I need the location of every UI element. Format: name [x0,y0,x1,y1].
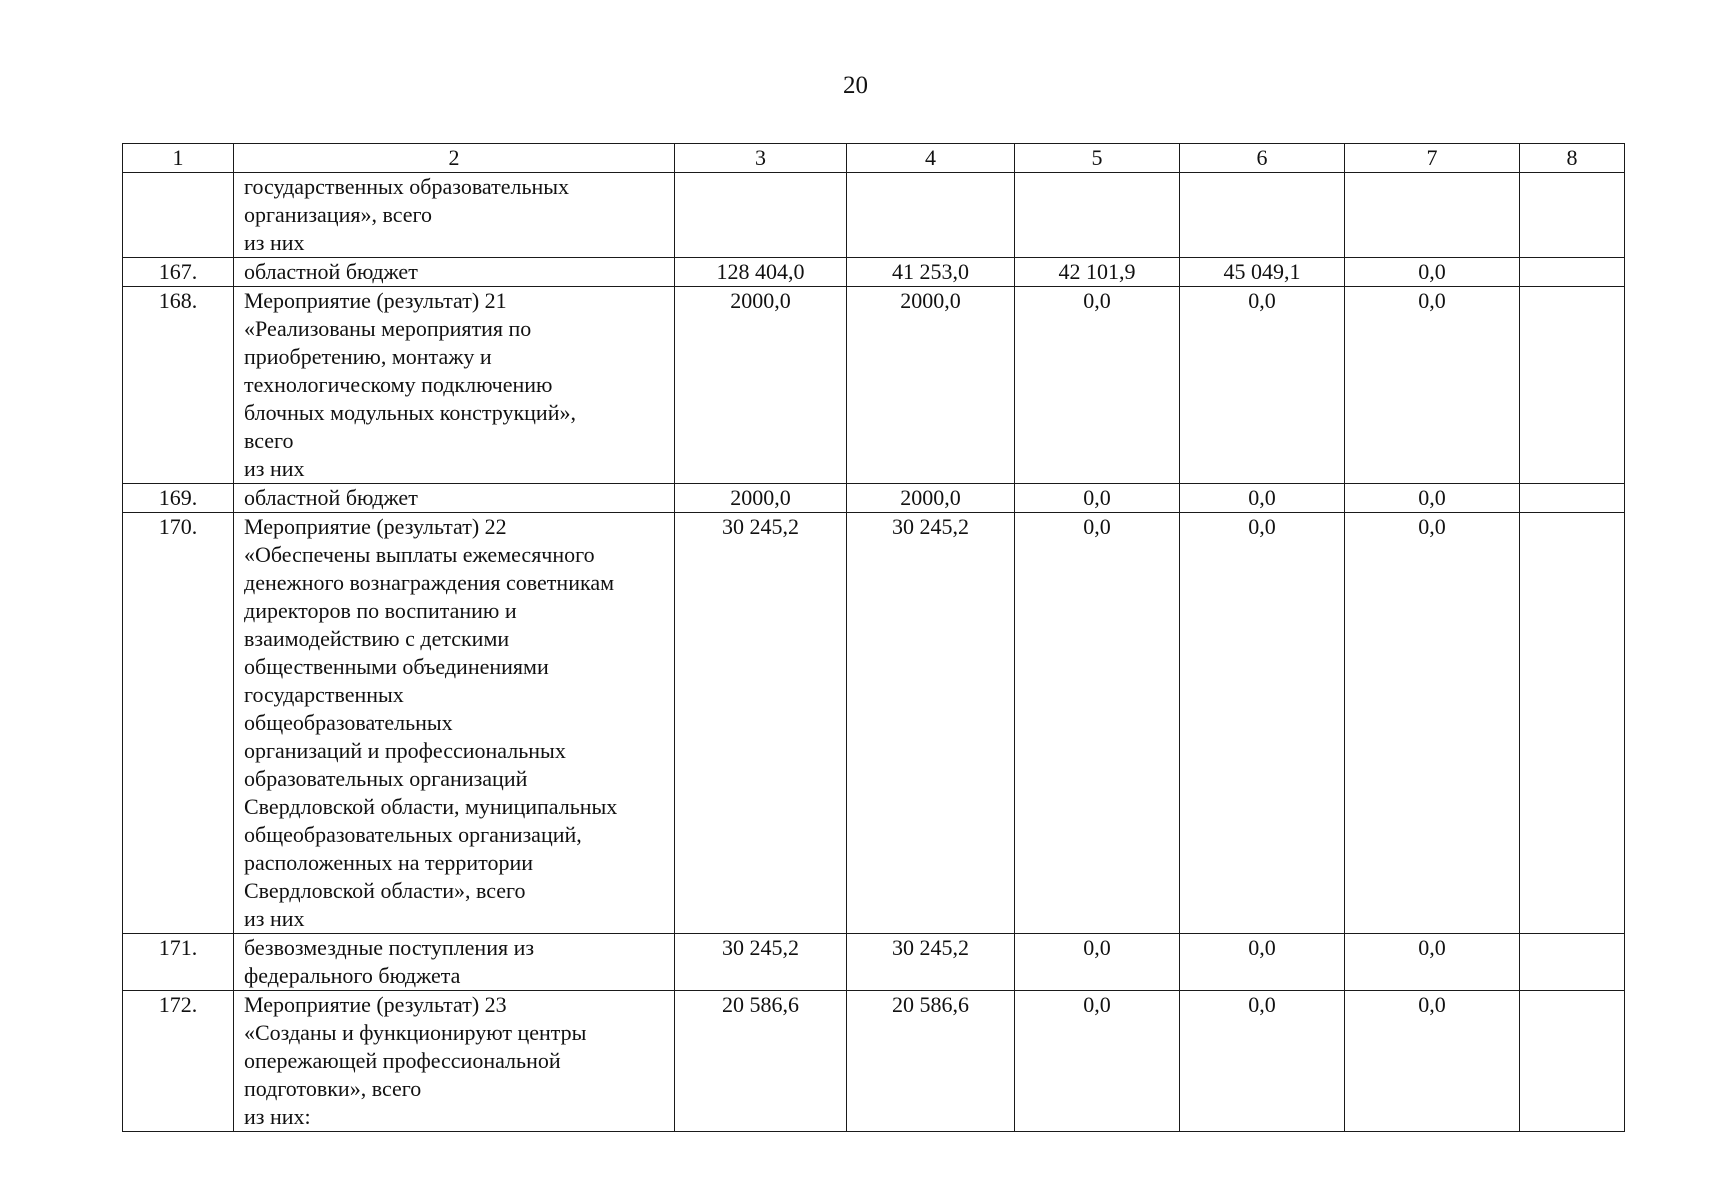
header-row [123,144,1625,173]
value-cell-col5: 0,0 [1015,513,1180,934]
value-cell-col4: 41 253,0 [847,258,1015,287]
description-cell: государственных образовательных организация», всего из них [234,173,675,258]
value-cell-col6 [1180,173,1345,258]
table-row [123,287,1625,484]
value-cell-col3: 2000,0 [675,287,847,484]
description-cell: областной бюджет [234,484,675,513]
value-cell-col3: 30 245,2 [675,513,847,934]
table-row [123,934,1625,991]
value-cell-col8 [1520,934,1625,991]
column-header-8: 8 [1520,144,1625,173]
description-cell: Мероприятие (результат) 21 «Реализованы мероприятия по приобретению, монтажу и технологическому подключению блочных модульных конструкций», всего из них [234,287,675,484]
row-number-cell: 171. [123,934,234,991]
value-cell-col6: 45 049,1 [1180,258,1345,287]
value-cell-col4: 20 586,6 [847,991,1015,1132]
value-cell-col8 [1520,991,1625,1132]
value-cell-col3: 2000,0 [675,484,847,513]
value-cell-col8 [1520,173,1625,258]
value-cell-col7: 0,0 [1345,287,1520,484]
description-cell: Мероприятие (результат) 23 «Созданы и функционируют центры опережающей профессиональной подготовки», всего из них: [234,991,675,1132]
column-header-1: 1 [123,144,234,173]
table-row [123,258,1625,287]
column-header-4: 4 [847,144,1015,173]
column-header-5: 5 [1015,144,1180,173]
budget-table [122,143,1625,1132]
column-header-3: 3 [675,144,847,173]
value-cell-col7: 0,0 [1345,991,1520,1132]
description-cell: Мероприятие (результат) 22 «Обеспечены выплаты ежемесячного денежного вознаграждения советникам директоров по воспитанию и взаимодействию с детскими общественными объединениями государственных общеобразовательных организаций и профессиональных образовательных организаций Свердловской области, муниципальных общеобразовательных организаций, расположенных на территории Свердловской области», всего из них [234,513,675,934]
value-cell-col5: 0,0 [1015,287,1180,484]
value-cell-col7: 0,0 [1345,484,1520,513]
page-number: 20 [843,72,868,99]
table-row [123,513,1625,934]
column-header-6: 6 [1180,144,1345,173]
value-cell-col6: 0,0 [1180,513,1345,934]
value-cell-col4: 2000,0 [847,287,1015,484]
value-cell-col4: 30 245,2 [847,934,1015,991]
value-cell-col6: 0,0 [1180,484,1345,513]
value-cell-col8 [1520,484,1625,513]
table-row [123,991,1625,1132]
description-cell: областной бюджет [234,258,675,287]
row-number-cell: 172. [123,991,234,1132]
value-cell-col7: 0,0 [1345,258,1520,287]
value-cell-col3: 128 404,0 [675,258,847,287]
value-cell-col7: 0,0 [1345,934,1520,991]
column-header-2: 2 [234,144,675,173]
value-cell-col4 [847,173,1015,258]
value-cell-col6: 0,0 [1180,991,1345,1132]
row-number-cell: 167. [123,258,234,287]
value-cell-col5: 0,0 [1015,484,1180,513]
value-cell-col5 [1015,173,1180,258]
table-row [123,484,1625,513]
row-number-cell [123,173,234,258]
table-body [123,173,1625,1132]
value-cell-col4: 2000,0 [847,484,1015,513]
row-number-cell: 170. [123,513,234,934]
table-row [123,173,1625,258]
value-cell-col5: 0,0 [1015,991,1180,1132]
value-cell-col6: 0,0 [1180,287,1345,484]
row-number-cell: 168. [123,287,234,484]
value-cell-col7 [1345,173,1520,258]
value-cell-col3 [675,173,847,258]
row-number-cell: 169. [123,484,234,513]
value-cell-col6: 0,0 [1180,934,1345,991]
value-cell-col3: 30 245,2 [675,934,847,991]
value-cell-col8 [1520,287,1625,484]
value-cell-col8 [1520,513,1625,934]
value-cell-col5: 42 101,9 [1015,258,1180,287]
description-cell: безвозмездные поступления из федерального бюджета [234,934,675,991]
value-cell-col4: 30 245,2 [847,513,1015,934]
value-cell-col7: 0,0 [1345,513,1520,934]
value-cell-col5: 0,0 [1015,934,1180,991]
value-cell-col8 [1520,258,1625,287]
value-cell-col3: 20 586,6 [675,991,847,1132]
column-header-7: 7 [1345,144,1520,173]
